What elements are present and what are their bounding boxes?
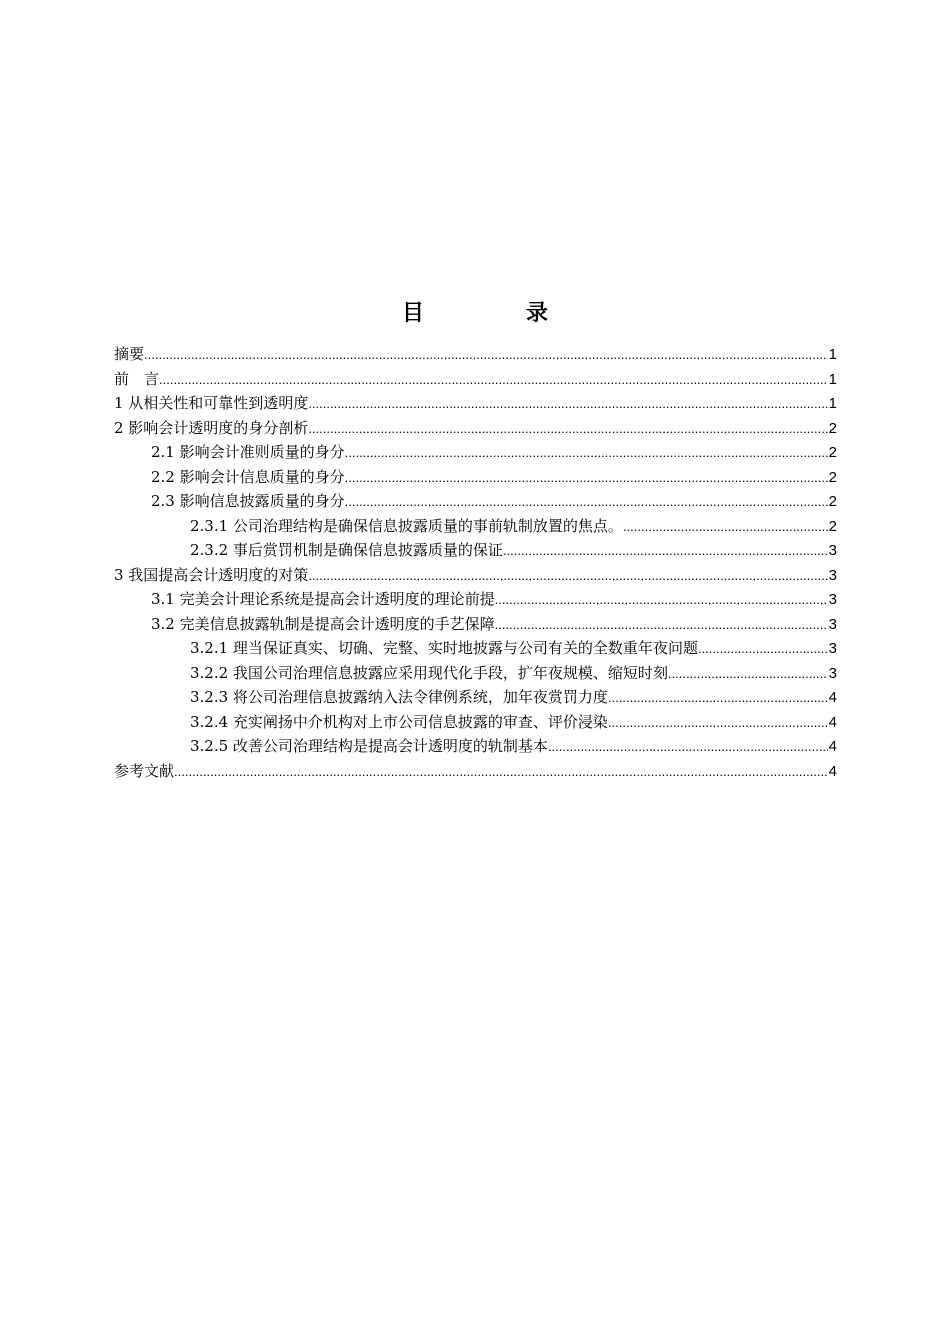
toc-entry-label: 前 言 — [114, 369, 160, 388]
toc-entry-label: 3.2 完美信息披露轨制是提高会计透明度的手艺保障 — [151, 614, 495, 633]
toc-entry-page: 2 — [828, 517, 837, 535]
toc-entry-label: 2.3 影响信息披露质量的身分 — [151, 492, 345, 510]
toc-entry-label: 2.1 影响会计准则质量的身分 — [151, 443, 345, 461]
toc-leader-dots — [668, 662, 828, 687]
toc-entry-page: 4 — [828, 713, 837, 731]
toc-entry-page: 2 — [828, 444, 837, 461]
toc-entry-page: 1 — [828, 395, 837, 412]
toc-entry-page: 3 — [828, 542, 837, 559]
toc-entry[interactable] — [114, 465, 837, 490]
toc-entry-label: 3.2.4 充实阐扬中介机构对上市公司信息披露的审查、评价浸染 — [190, 712, 608, 731]
toc-entry-label: 3 我国提高会计透明度的对策 — [114, 565, 309, 584]
toc-entry-page: 1 — [828, 346, 837, 363]
toc-leader-dots — [548, 735, 828, 760]
toc-leader-dots — [308, 392, 827, 417]
toc-leader-dots — [308, 564, 827, 589]
toc-entry[interactable] — [114, 440, 837, 465]
toc-entry-page: 4 — [828, 738, 837, 755]
toc-entry-page: 4 — [828, 762, 837, 780]
toc-entry-label: 2.2 影响会计信息质量的身分 — [151, 467, 345, 486]
toc-entry-label: 3.2.1 理当保证真实、切确、完整、实时地披露与公司有关的全数重年夜问题 — [190, 639, 698, 657]
toc-entry[interactable] — [114, 538, 837, 563]
toc-leader-dots — [345, 441, 828, 466]
toc-entry[interactable] — [114, 734, 837, 759]
toc-entry-label: 2 影响会计透明度的身分剖析 — [114, 418, 309, 437]
toc-entry[interactable] — [114, 489, 837, 514]
toc-entry-page: 3 — [828, 615, 837, 633]
toc-entry-label: 摘要 — [114, 345, 145, 363]
toc-leader-dots — [495, 588, 828, 613]
toc-leader-dots — [608, 711, 828, 736]
toc-entry[interactable] — [114, 759, 837, 784]
toc-entry-label: 3.1 完美会计理论系统是提高会计透明度的理论前提 — [151, 590, 495, 608]
toc-leader-dots — [308, 417, 827, 442]
toc-leader-dots — [623, 515, 828, 540]
toc-list — [114, 342, 837, 783]
toc-entry[interactable] — [114, 367, 837, 392]
toc-entry-label: 2.3.1 公司治理结构是确保信息披露质量的事前轨制放置的焦点。 — [190, 516, 623, 535]
toc-entry[interactable] — [114, 710, 837, 735]
toc-entry[interactable] — [114, 661, 837, 686]
toc-leader-dots — [495, 613, 828, 638]
toc-entry-page: 3 — [828, 566, 837, 584]
toc-entry[interactable] — [114, 563, 837, 588]
toc-entry-page: 3 — [828, 640, 837, 657]
toc-entry-label: 3.2.3 将公司治理信息披露纳入法令律例系统，加年夜赏罚力度 — [190, 688, 608, 706]
toc-leader-dots — [345, 466, 828, 491]
toc-entry[interactable] — [114, 587, 837, 612]
toc-entry[interactable] — [114, 612, 837, 637]
toc-leader-dots — [608, 686, 828, 711]
toc-entry-label: 1 从相关性和可靠性到透明度 — [114, 394, 309, 412]
toc-entry-page: 2 — [828, 493, 837, 510]
toc-entry-page: 2 — [828, 468, 837, 486]
toc-leader-dots — [159, 368, 828, 393]
toc-entry[interactable] — [114, 391, 837, 416]
toc-entry-page: 1 — [828, 370, 837, 388]
toc-entry-page: 3 — [828, 591, 837, 608]
toc-leader-dots — [345, 490, 828, 515]
toc-entry[interactable] — [114, 685, 837, 710]
toc-entry-label: 3.2.2 我国公司治理信息披露应采用现代化手段，扩年夜规模、缩短时刻 — [190, 663, 668, 682]
toc-entry-label: 3.2.5 改善公司治理结构是提高会计透明度的轨制基本 — [190, 737, 548, 755]
toc-leader-dots — [503, 539, 828, 564]
toc-entry[interactable] — [114, 514, 837, 539]
toc-entry[interactable] — [114, 636, 837, 661]
toc-leader-dots — [144, 343, 828, 368]
toc-entry-label: 参考文献 — [114, 761, 175, 780]
toc-entry[interactable] — [114, 342, 837, 367]
toc-entry[interactable] — [114, 416, 837, 441]
toc-entry-page: 2 — [828, 419, 837, 437]
toc-leader-dots — [698, 637, 828, 662]
toc-entry-page: 3 — [828, 664, 837, 682]
toc-title: 目 录 — [401, 300, 588, 326]
toc-leader-dots — [174, 760, 828, 785]
toc-entry-label: 2.3.2 事后赏罚机制是确保信息披露质量的保证 — [190, 541, 503, 559]
toc-entry-page: 4 — [828, 689, 837, 706]
